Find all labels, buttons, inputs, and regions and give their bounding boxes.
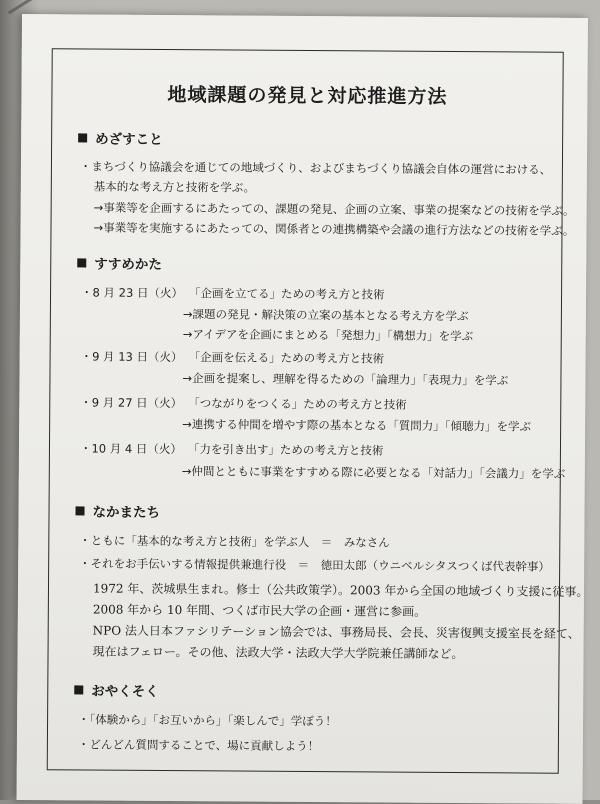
oyakusoku-line: ・どんどん質問することで、場に貢献しよう！ [77, 737, 320, 754]
bio-line: 1972 年、茨城県生まれ。修士（公共政策学）。2003 年から全国の地域づくり支援に従事。 [92, 581, 589, 599]
document-title: 地域課題の発見と対応推進方法 [167, 84, 448, 108]
oyakusoku-line: ・「体験から」「お互いから」「楽しんで」学ぼう！ [78, 712, 337, 729]
square-bullet-icon [78, 133, 87, 142]
mezasu-line: ・まちづくり協議会を通じての地域づくり、およびまちづくり協議会自体の運営における、 [79, 159, 552, 177]
mezasu-line: →事業等を企画するにあたっての、課題の発見、企画の立案、事業の提案などの技術を学ぶ。 [93, 200, 575, 218]
mezasu-line: →事業等を実施するにあたっての、関係者との連携構築や会議の進行方法などの技術を学ぶ。 [93, 220, 575, 238]
section-heading-susumekata [77, 252, 162, 273]
square-bullet-icon [74, 685, 83, 694]
session-detail: →企画を提案し、理解を得るための「論理力」「表現力」を学ぶ [182, 371, 509, 388]
session-topic: 「つながりをつくる」ための考え方と技術 [188, 396, 407, 412]
section-heading-oyakusoku [74, 679, 159, 700]
bio-line: 現在はフェロー。その他、法政大学・法政大学大学院兼任講師など。 [92, 644, 464, 662]
nakama-line: ・それをお手伝いする情報提供兼進行役 ＝ 徳田太郎（ウニベルシタスつくば代表幹事） [79, 556, 550, 574]
session-date: ・9 月 13 日（火） [80, 349, 183, 365]
section-heading-text: おやくそく [91, 683, 159, 700]
session-date: ・10 月 4 日（火） [79, 441, 182, 457]
bio-line: NPO 法人日本ファシリテーション協会では、事務局長、会長、災害復興支援室長を経て、 [92, 623, 580, 641]
bio-line: 2008 年から 10 年間、つくば市民大学の企画・運営に参画。 [92, 602, 427, 619]
paper-sheet [17, 14, 588, 804]
session-detail: →課題の発見・解決策の立案の基本となる考え方を学ぶ [182, 307, 469, 324]
session-topic: 「企画を伝える」ための考え方と技術 [188, 350, 385, 366]
session-topic: 「力を引き出す」ための考え方と技術 [187, 442, 384, 458]
session-topic: 「企画を立てる」ための考え方と技術 [189, 286, 385, 302]
session-date: ・8 月 23 日（火） [81, 285, 184, 301]
document-frame [47, 48, 589, 774]
section-heading-nakamatachi [75, 500, 160, 521]
session-detail: →仲間とともに事業をすすめる際に必要となる「対話力」「会議力」を学ぶ [181, 464, 566, 481]
section-heading-text: すすめかた [94, 256, 162, 273]
section-heading-mezasu [78, 127, 163, 148]
square-bullet-icon [76, 506, 85, 515]
square-bullet-icon [77, 258, 86, 267]
section-heading-text: なかまたち [92, 504, 161, 521]
mezasu-line: 基本的な考え方と技術を学ぶ。 [93, 179, 256, 195]
session-detail: →アイデアを企画にまとめる「発想力」「構想力」を学ぶ [182, 327, 474, 344]
session-detail: →連携する仲間を増やす際の基本となる「質問力」「傾聴力」を学ぶ [182, 417, 532, 434]
nakama-line: ・ともに「基本的な考え方と技術」を学ぶ人 ＝ みなさん [79, 533, 390, 550]
section-heading-text: めざすこと [95, 131, 163, 148]
session-date: ・9 月 27 日（火） [80, 395, 183, 411]
